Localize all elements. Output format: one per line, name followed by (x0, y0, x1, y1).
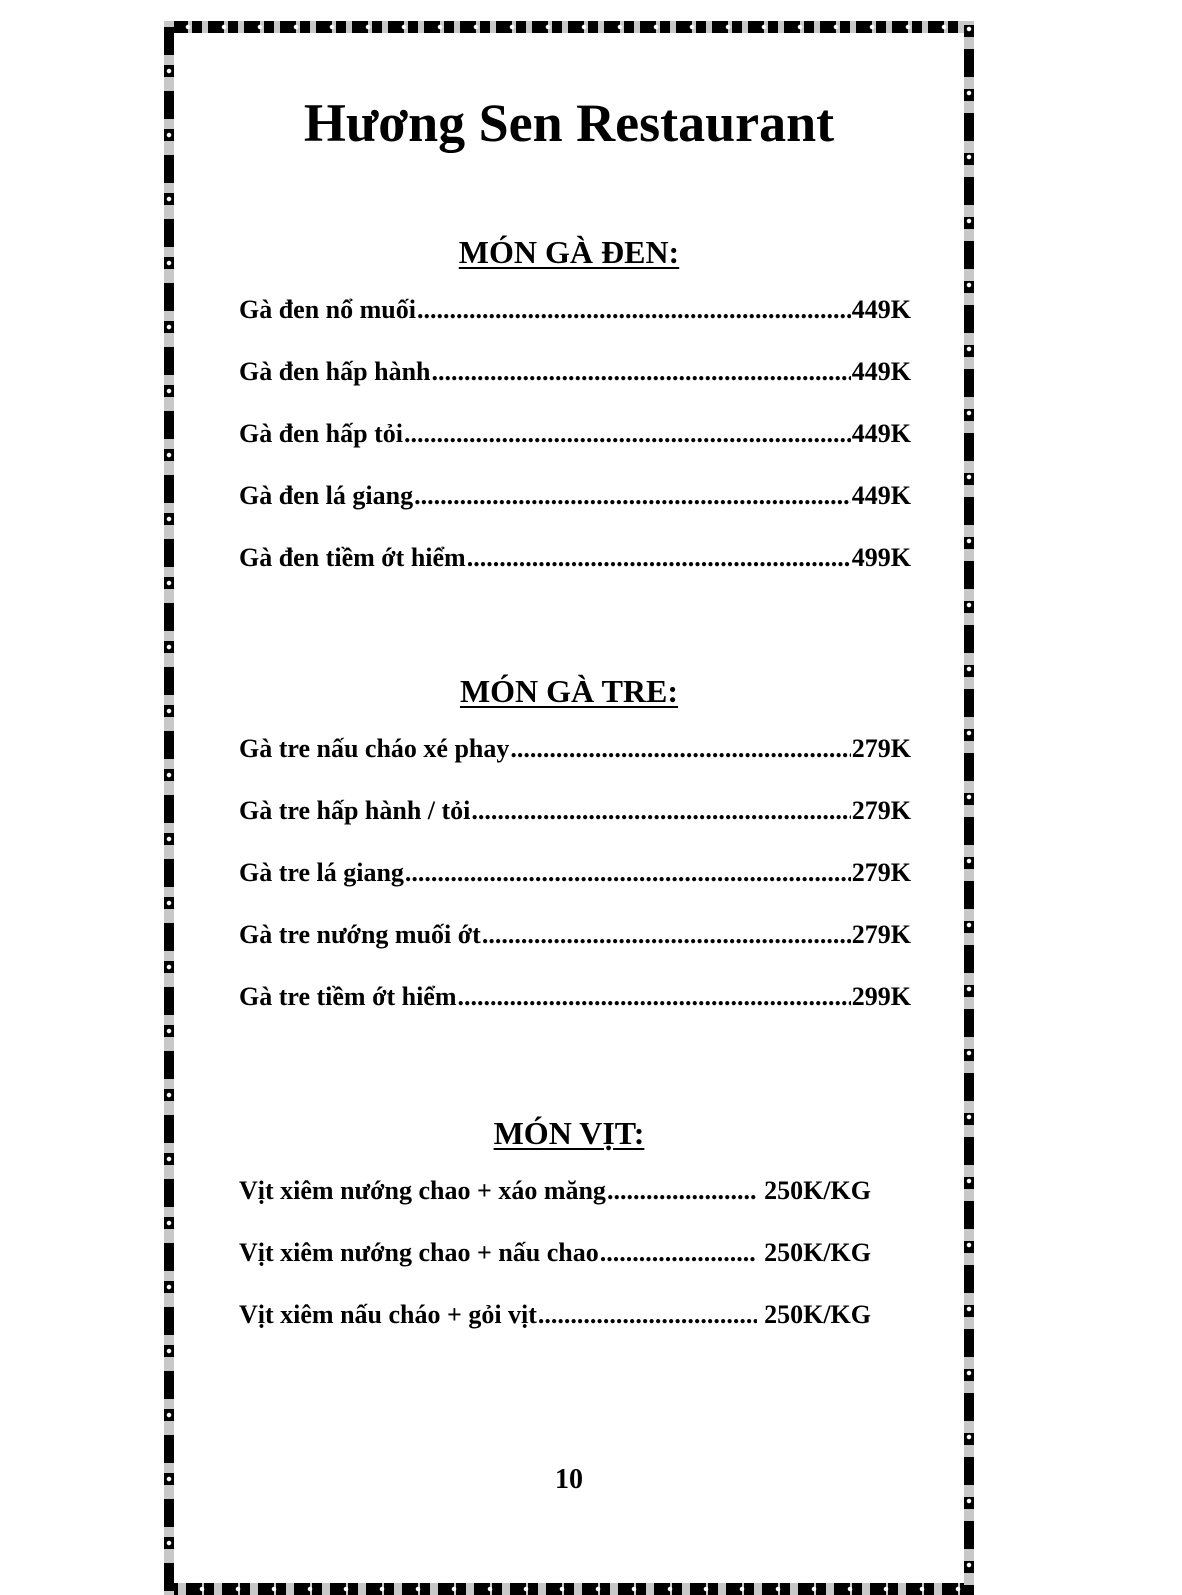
menu-item-price: 250K/KG (764, 1176, 871, 1205)
menu-item-price: 449K (851, 357, 911, 386)
menu-item (239, 481, 911, 543)
menu-item (239, 920, 911, 982)
menu-item (239, 1300, 871, 1362)
menu-item (239, 1176, 871, 1238)
dot-leader (431, 357, 850, 387)
menu-item (239, 982, 911, 1044)
menu-list-ga-tre (239, 734, 911, 1044)
page-border-bottom (164, 1583, 974, 1595)
menu-item-name: Gà tre nướng muối ớt (239, 920, 481, 949)
dot-leader (482, 920, 851, 950)
menu-item-price: 299K (851, 982, 911, 1011)
dot-leader (538, 1300, 757, 1330)
dot-leader (467, 543, 851, 573)
menu-item-price: 279K (851, 858, 911, 887)
dot-leader (510, 734, 850, 764)
menu-item-price: 250K/KG (764, 1300, 871, 1329)
dot-leader (414, 481, 851, 511)
menu-item (239, 1238, 871, 1300)
menu-item-price: 449K (851, 295, 911, 324)
menu-item-name: Gà tre lá giang (239, 858, 404, 887)
menu-item-name: Gà tre nấu cháo xé phay (239, 734, 510, 763)
page-border-right (964, 21, 974, 1595)
menu-item-name: Vịt xiêm nướng chao + xáo măng (239, 1176, 606, 1205)
menu-item (239, 419, 911, 481)
menu-item (239, 858, 911, 920)
menu-item-name: Gà tre hấp hành / tỏi (239, 796, 471, 825)
menu-item (239, 295, 911, 357)
menu-item-price: 279K (851, 734, 911, 763)
menu-item (239, 543, 911, 605)
dot-leader (600, 1238, 757, 1268)
menu-item (239, 796, 911, 858)
menu-item-name: Gà tre tiềm ớt hiểm (239, 982, 457, 1011)
dot-leader (405, 858, 851, 888)
menu-item-price: 279K (851, 796, 911, 825)
dot-leader (417, 295, 851, 325)
dot-leader (607, 1176, 757, 1206)
dot-leader (471, 796, 850, 826)
section-heading-ga-den: MÓN GÀ ĐEN: (458, 234, 680, 270)
menu-item-price: 449K (851, 481, 911, 510)
dot-leader (458, 982, 851, 1012)
menu-item-price: 449K (851, 419, 911, 448)
menu-item-name: Vịt xiêm nướng chao + nấu chao (239, 1238, 599, 1267)
menu-list-vit (239, 1176, 871, 1362)
menu-item-price: 279K (851, 920, 911, 949)
menu-item-name: Gà đen nổ muối (239, 295, 416, 324)
menu-item-name: Gà đen hấp hành (239, 357, 431, 386)
page-number: 10 (555, 1464, 583, 1495)
menu-item (239, 357, 911, 419)
menu-item-price: 250K/KG (764, 1238, 871, 1267)
menu-item-name: Vịt xiêm nấu cháo + gỏi vịt (239, 1300, 537, 1329)
section-heading-vit: MÓN VỊT: (493, 1115, 645, 1151)
menu-item-name: Gà đen tiềm ớt hiểm (239, 543, 466, 572)
menu-list-ga-den (239, 295, 911, 605)
menu-item-name: Gà đen hấp tỏi (239, 419, 403, 448)
section-heading-ga-tre: MÓN GÀ TRE: (459, 673, 679, 709)
restaurant-title: Hương Sen Restaurant (303, 93, 835, 153)
menu-item (239, 734, 911, 796)
menu-item-price: 499K (851, 543, 911, 572)
page-border-top (164, 21, 974, 33)
dot-leader (404, 419, 851, 449)
page-border-left (164, 21, 174, 1595)
menu-item-name: Gà đen lá giang (239, 481, 414, 510)
